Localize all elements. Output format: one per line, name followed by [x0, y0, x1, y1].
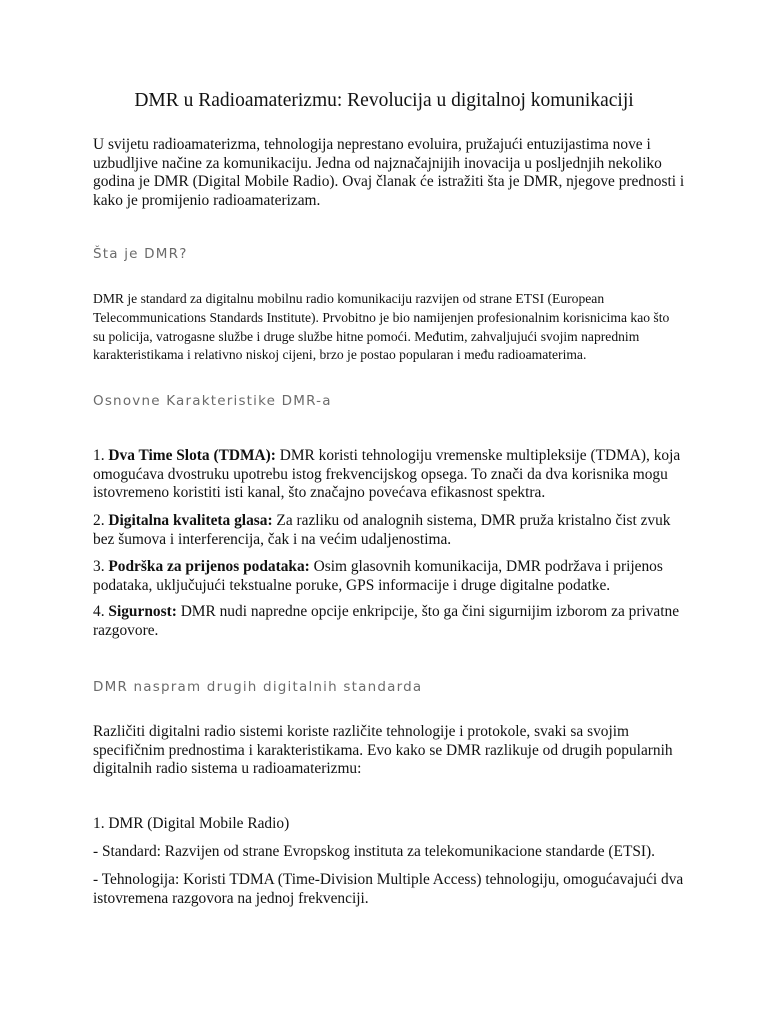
- feature-number: 1.: [93, 447, 105, 464]
- feature-text: Osim glasovnih komunikacija, DMR podržava i prijenos podataka, uključujući tekstualne poruke, GPS informacije i druge digitalne podatke.: [93, 558, 663, 594]
- document-title: DMR u Radioamaterizmu: Revolucija u digitalnoj komunikaciji: [134, 90, 634, 111]
- feature-term-separator: :: [270, 447, 276, 464]
- section-heading-features: Osnovne Karakteristike DMR-a: [93, 393, 332, 409]
- what-is-dmr-paragraph: DMR je standard za digitalnu mobilnu radio komunikaciju razvijen od strane ETSI (European Telecommunications Standards Institute). Prvobitno je bio namijenjen profesionalnim korisnicima kao što su policija, vatrogasne službe i druge službe hitne pomoći. Međutim, zahvaljujući svojim naprednim karakteristikama i relativno niskoj cijeni, brzo je postao popularan i među radioamaterima.: [93, 291, 670, 363]
- feature-number: 3.: [93, 558, 105, 575]
- comparison-subheading: 1. DMR (Digital Mobile Radio): [93, 815, 290, 832]
- feature-term-separator: :: [171, 603, 177, 620]
- feature-item: [93, 447, 683, 503]
- comparison-bullet: - Standard: Razvijen od strane Evropskog instituta za telekomunikacione standarde (ETSI).: [93, 843, 656, 860]
- comparison-intro-paragraph: Različiti digitalni radio sistemi koriste različite tehnologije i protokole, svaki sa svojim specifičnim prednostima i karakteristikama. Evo kako se DMR razlikuje od drugih popularnih digitalnih radio sistema u radioamaterizmu:: [93, 723, 673, 777]
- feature-number: 2.: [93, 512, 105, 529]
- feature-item: [93, 512, 683, 549]
- feature-term: Sigurnost: [108, 603, 172, 620]
- feature-item: [93, 558, 683, 595]
- feature-text: Za razliku od analognih sistema, DMR pruža kristalno čist zvuk bez šumova i interferencija, čak i na većim udaljenostima.: [93, 512, 671, 548]
- intro-paragraph: U svijetu radioamaterizma, tehnologija neprestano evoluira, pružajući entuzijastima nove i uzbudljive načine za komunikaciju. Jedna od najznačajnijih inovacija u posljednjih nekoliko godina je DMR (Digital Mobile Radio). Ovaj članak će istražiti šta je DMR, njegove prednosti i kako je promijenio radioamaterizam.: [93, 136, 685, 209]
- feature-term: Podrška za prijenos podataka:: [108, 558, 310, 575]
- feature-text: DMR nudi napredne opcije enkripcije, što ga čini sigurnijim izborom za privatne razgovore.: [93, 603, 680, 639]
- section-heading-comparison: DMR naspram drugih digitalnih standarda: [93, 679, 423, 695]
- feature-text: DMR koristi tehnologiju vremenske multipleksije (TDMA), koja omogućava dvostruku upotrebu istog frekvencijskog opsega. To znači da dva korisnika mogu istovremeno koristiti isti kanal, što značajno povećava efikasnost spektra.: [93, 447, 681, 501]
- section-heading-what-is-dmr: Šta je DMR?: [93, 246, 188, 262]
- feature-item: [93, 603, 683, 640]
- feature-term: Dva Time Slota (TDMA): [108, 447, 271, 464]
- feature-number: 4.: [93, 603, 105, 620]
- feature-term: Digitalna kvaliteta glasa:: [108, 512, 273, 529]
- comparison-bullet: - Tehnologija: Koristi TDMA (Time-Division Multiple Access) tehnologiju, omogućavajući dva istovremena razgovora na jednoj frekvenciji.: [93, 871, 684, 907]
